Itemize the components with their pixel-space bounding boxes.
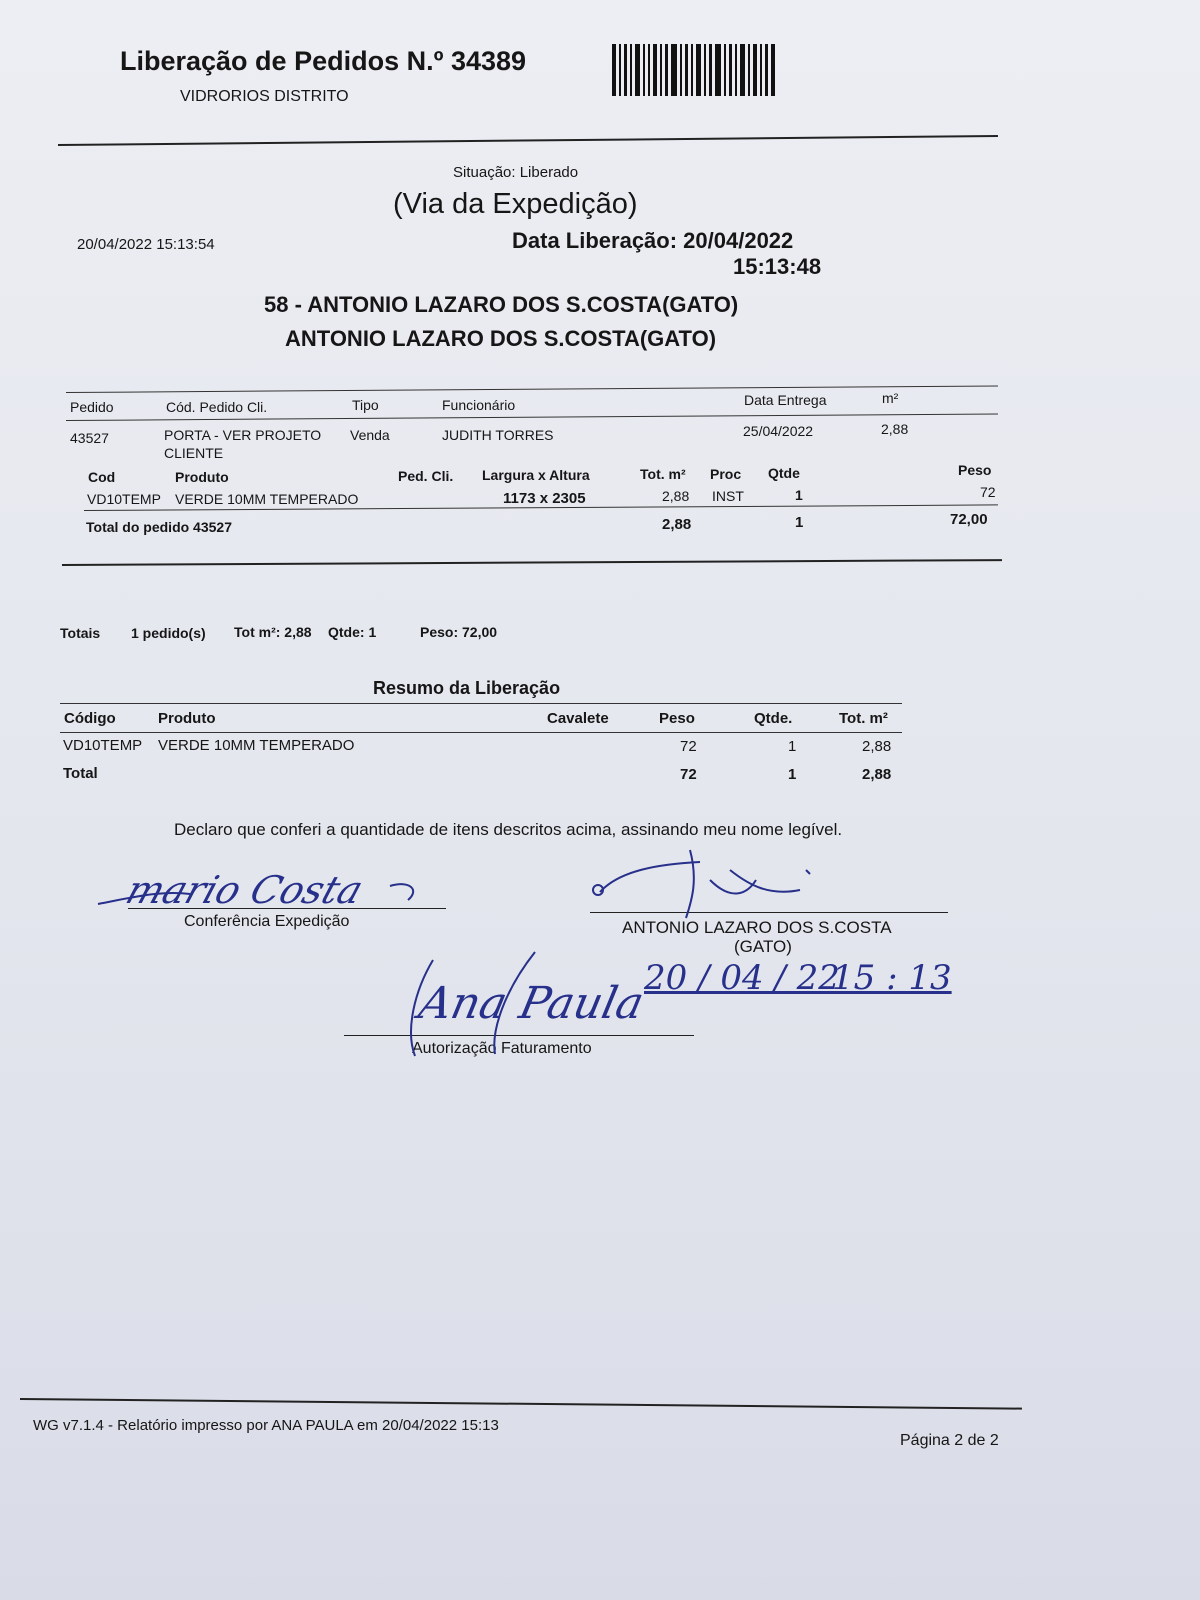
- barcode-icon: [612, 44, 778, 96]
- client-order-code: PORTA - VER PROJETO: [164, 427, 322, 443]
- print-datetime: 20/04/2022 15:13:54: [77, 236, 215, 253]
- summary-total-label: Total: [63, 765, 98, 782]
- totals-weight: Peso: 72,00: [420, 624, 498, 640]
- release-time: 15:13:48: [733, 254, 822, 279]
- summary-total-peso: 72: [680, 766, 697, 783]
- delivery-date: 25/04/2022: [743, 423, 814, 439]
- footer-report-info: WG v7.1.4 - Relatório impresso por ANA PAULA em 20/04/2022 15:13: [33, 1417, 499, 1434]
- item-product: VERDE 10MM TEMPERADO: [175, 491, 359, 507]
- autorizacao-signature-text: Ana Paula: [414, 978, 649, 1029]
- declaration-text: Declaro que conferi a quantidade de itens descritos acima, assinando meu nome legível.: [174, 820, 843, 839]
- summary-header-rule: [60, 732, 902, 733]
- col-header-m2: m²: [882, 390, 899, 406]
- item-header-ped-cli: Ped. Cli.: [398, 468, 454, 484]
- summary-header-peso: Peso: [659, 710, 695, 727]
- autorizacao-label: Autorização Faturamento: [412, 1040, 592, 1057]
- order-total-area: 2,88: [662, 516, 692, 533]
- order-total-quantity: 1: [795, 514, 804, 531]
- col-header-cod-pedido-cli: Cód. Pedido Cli.: [166, 399, 268, 415]
- summary-header-cavalete: Cavalete: [547, 710, 609, 727]
- release-date: Data Liberação: 20/04/2022: [512, 228, 794, 253]
- item-process: INST: [712, 488, 744, 504]
- summary-row-codigo: VD10TEMP: [63, 737, 143, 754]
- item-dimensions: 1173 x 2305: [503, 490, 586, 507]
- conferencia-label: Conferência Expedição: [184, 913, 350, 930]
- item-code: VD10TEMP: [87, 491, 161, 507]
- item-area: 2,88: [662, 488, 690, 504]
- client-signature-name: ANTONIO LAZARO DOS S.COSTA: [622, 918, 892, 937]
- summary-total-qtde: 1: [788, 766, 797, 783]
- summary-header-qtde: Qtde.: [754, 710, 793, 727]
- client-handwritten-signature: [580, 840, 840, 930]
- order-table-top-rule: [66, 385, 998, 393]
- summary-row-tot-m2: 2,88: [862, 738, 892, 755]
- summary-row-peso: 72: [680, 738, 697, 755]
- order-number: 43527: [70, 430, 109, 446]
- totals-area: Tot m²: 2,88: [234, 624, 312, 640]
- item-header-peso: Peso: [958, 462, 992, 478]
- summary-header-codigo: Código: [64, 710, 116, 727]
- company-name: VIDRORIOS DISTRITO: [180, 88, 349, 105]
- situation-label: Situação: Liberado: [453, 164, 579, 181]
- document-title: Liberação de Pedidos N.º 34389: [120, 46, 527, 76]
- client-order-code-cont: CLIENTE: [164, 445, 224, 461]
- item-quantity: 1: [795, 487, 803, 503]
- totals-quantity: Qtde: 1: [328, 624, 377, 640]
- summary-row-qtde: 1: [788, 738, 797, 755]
- item-header-tot-m2: Tot. m²: [640, 466, 686, 482]
- item-header-cod: Cod: [88, 469, 116, 485]
- summary-header-tot-m2: Tot. m²: [839, 710, 888, 727]
- order-total-weight: 72,00: [950, 511, 988, 528]
- item-header-qtde: Qtde: [768, 465, 800, 481]
- summary-header-produto: Produto: [158, 710, 216, 727]
- order-type: Venda: [350, 427, 390, 443]
- via-label: (Via da Expedição): [393, 188, 638, 220]
- employee-name: JUDITH TORRES: [442, 427, 554, 443]
- col-header-pedido: Pedido: [70, 399, 114, 415]
- footer-page-number: Página 2 de 2: [900, 1432, 999, 1449]
- item-header-dimensions: Largura x Altura: [482, 467, 590, 483]
- summary-row-produto: VERDE 10MM TEMPERADO: [158, 737, 355, 754]
- totals-orders: 1 pedido(s): [131, 625, 206, 641]
- client-code-name: 58 - ANTONIO LAZARO DOS S.COSTA(GATO): [264, 292, 739, 317]
- client-signature-name-cont: (GATO): [734, 937, 792, 956]
- summary-top-rule: [60, 703, 902, 704]
- item-header-proc: Proc: [710, 466, 742, 482]
- order-area: 2,88: [881, 421, 909, 437]
- client-name: ANTONIO LAZARO DOS S.COSTA(GATO): [285, 326, 717, 351]
- item-header-produto: Produto: [175, 469, 229, 485]
- handwritten-date: 20 / 04 / 22: [644, 958, 840, 998]
- header-divider: [58, 135, 998, 146]
- conferencia-signature-text: mario Costa: [120, 868, 369, 912]
- col-header-tipo: Tipo: [352, 397, 379, 413]
- col-header-funcionario: Funcionário: [442, 397, 516, 413]
- handwritten-time: 15 : 13: [832, 958, 952, 998]
- footer-divider: [20, 1398, 1022, 1410]
- col-header-data-entrega: Data Entrega: [744, 392, 827, 408]
- summary-title: Resumo da Liberação: [373, 678, 561, 698]
- order-total-label: Total do pedido 43527: [86, 519, 232, 535]
- summary-total-tot-m2: 2,88: [862, 766, 892, 783]
- item-weight: 72: [980, 484, 996, 500]
- totals-label: Totais: [60, 625, 101, 641]
- order-section-divider: [62, 559, 1002, 566]
